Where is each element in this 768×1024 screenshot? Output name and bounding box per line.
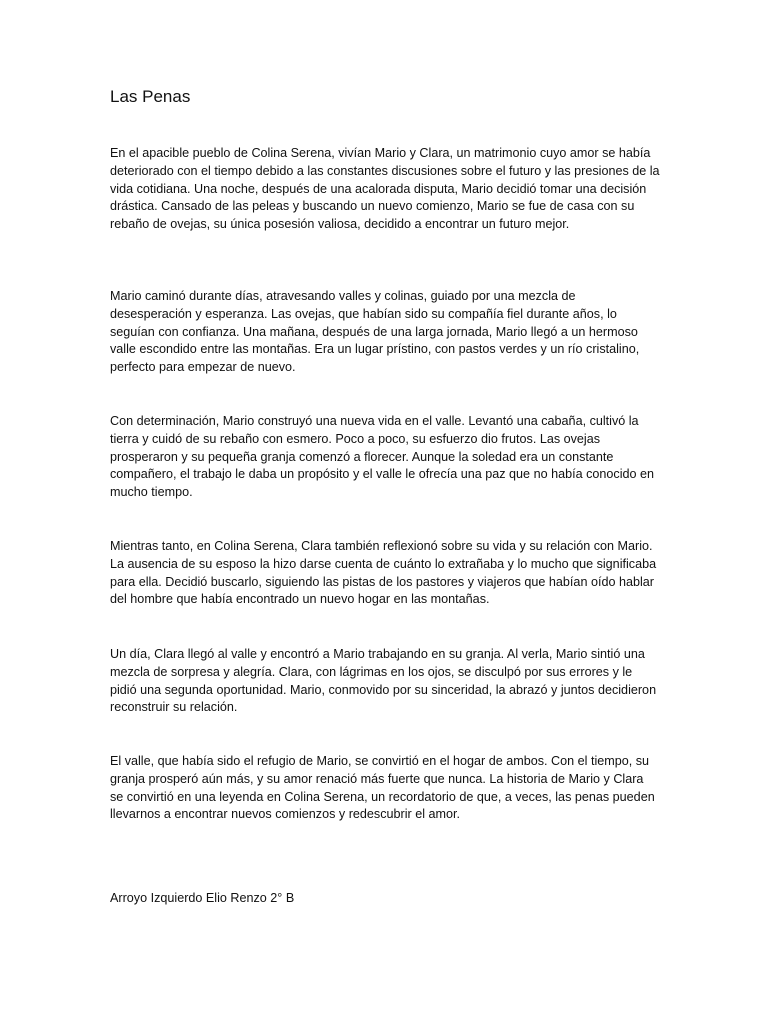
paragraph-6: El valle, que había sido el refugio de Mario, se convirtió en el hogar de ambos. Con el tiempo, su granja prosperó aún más, y su amor renació más fuerte que nunca. La historia de Mario y Clara se convirtió en una leyenda en Colina Serena, un recordatorio de que, a veces, las penas pueden llevarnos a encontrar nuevos comienzos y redescubrir el amor. [110,754,655,822]
paragraph-4: Mientras tanto, en Colina Serena, Clara también reflexionó sobre su vida y su relación con Mario. La ausencia de su esposo la hizo darse cuenta de cuánto lo extrañaba y lo mucho que significaba para ella. Decidió buscarlo, siguiendo las pistas de los pastores y viajeros que habían oído hablar del hombre que había encontrado un nuevo hogar en las montañas. [110,539,657,607]
document-title: Las Penas [110,87,191,106]
paragraph-1: En el apacible pueblo de Colina Serena, vivían Mario y Clara, un matrimonio cuyo amor se había deteriorado con el tiempo debido a las constantes discusiones sobre el futuro y las presiones de la vida cotidiana. Una noche, después de una acalorada disputa, Mario decidió tomar una decisión drástica. Cansado de las peleas y buscando un nuevo comienzo, Mario se fue de casa con su rebaño de ovejas, su única posesión valiosa, decidido a encontrar un futuro mejor. [110,146,660,232]
paragraph-2: Mario caminó durante días, atravesando valles y colinas, guiado por una mezcla de desesperación y esperanza. Las ovejas, que habían sido su compañía fiel durante años, lo seguían con confianza. Una mañana, después de una larga jornada, Mario llegó a un hermoso valle escondido entre las montañas. Era un lugar prístino, con pastos verdes y un río cristalino, perfecto para empezar de nuevo. [110,289,640,375]
paragraph-3: Con determinación, Mario construyó una nueva vida en el valle. Levantó una cabaña, cultivó la tierra y cuidó de su rebaño con esmero. Poco a poco, su esfuerzo dio frutos. Las ovejas prosperaron y su pequeña granja comenzó a florecer. Aunque la soledad era un constante compañero, el trabajo le daba un propósito y el valle le ofrecía una paz que no había conocido en mucho tiempo. [110,414,655,500]
author-signature: Arroyo Izquierdo Elio Renzo 2° B [110,891,295,905]
paragraph-5: Un día, Clara llegó al valle y encontró a Mario trabajando en su granja. Al verla, Mario sintió una mezcla de sorpresa y alegría. Clara, con lágrimas en los ojos, se disculpó por sus errores y le pidió una segunda oportunidad. Mario, conmovido por su sinceridad, la abrazó y juntos decidieron reconstruir su relación. [110,647,657,715]
